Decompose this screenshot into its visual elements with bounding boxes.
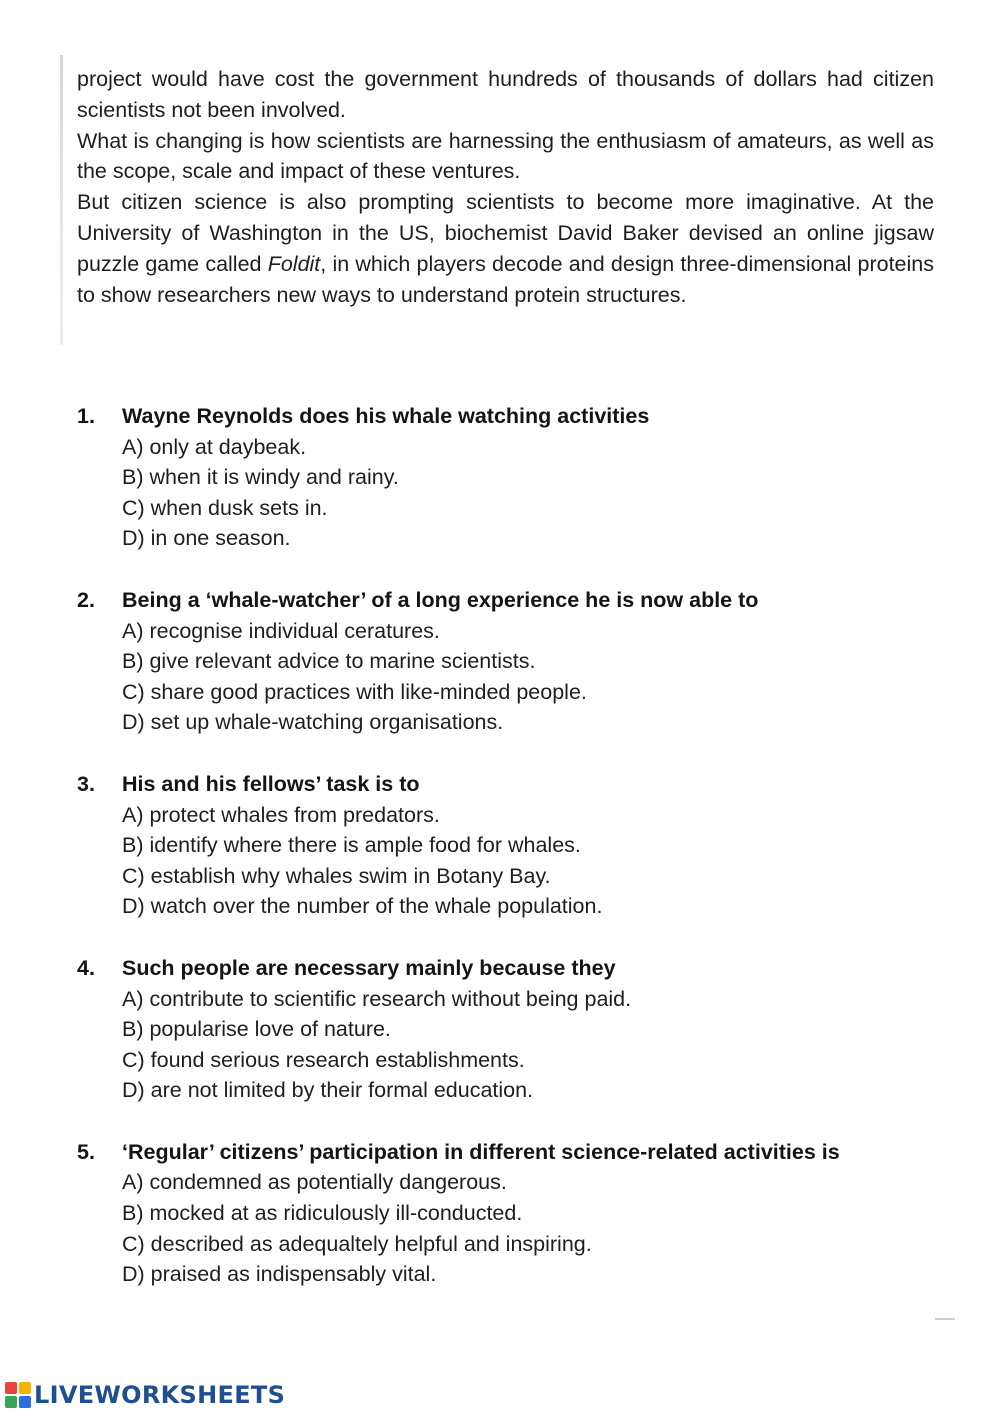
- question-header: [77, 401, 957, 432]
- page-edge-shadow: [60, 55, 63, 345]
- question-number: 2.: [77, 587, 95, 612]
- answer-options: [77, 432, 957, 554]
- question-stem: His and his fellows’ task is to: [122, 771, 420, 796]
- question-number: 5.: [77, 1139, 95, 1164]
- answer-options: [77, 1167, 957, 1289]
- reading-passage: [77, 64, 934, 310]
- answer-option[interactable]: C) establish why whales swim in Botany Bay.: [122, 863, 551, 888]
- scan-mark: [935, 1318, 955, 1320]
- passage-paragraph-2: What is changing is how scientists are harnessing the enthusiasm of amateurs, as well as the scope, scale and impact of these ventures.: [77, 128, 934, 184]
- answer-option[interactable]: B) mocked at as ridiculously ill-conducted.: [122, 1201, 523, 1226]
- question-stem: Wayne Reynolds does his whale watching activities: [122, 404, 650, 428]
- logo-grid-icon: [5, 1382, 31, 1408]
- answer-option[interactable]: C) when dusk sets in.: [122, 495, 328, 520]
- logo-square-icon: [5, 1396, 17, 1408]
- question-header: [77, 769, 957, 800]
- answer-option[interactable]: D) are not limited by their formal education.: [122, 1078, 534, 1103]
- question-number: 3.: [77, 771, 95, 796]
- answer-options: [77, 984, 957, 1106]
- answer-option[interactable]: A) only at daybeak.: [122, 434, 307, 459]
- answer-option[interactable]: A) protect whales from predators.: [122, 802, 440, 827]
- question-1: [77, 401, 957, 554]
- logo-text: LIVEWORKSHEETS: [34, 1381, 286, 1409]
- passage-paragraph-3-end: , in which players decode and design three-dimensional proteins to show researchers new ways to understand protein structures.: [77, 251, 934, 307]
- answer-option[interactable]: A) contribute to scientific research without being paid.: [122, 986, 632, 1011]
- question-number: 1.: [77, 404, 95, 428]
- question-stem: Such people are necessary mainly because they: [122, 955, 616, 980]
- answer-option[interactable]: A) condemned as potentially dangerous.: [122, 1170, 507, 1195]
- question-4: [77, 953, 957, 1106]
- passage-paragraph-1: project would have cost the government hundreds of thousands of dollars had citizen scientists not been involved.: [77, 67, 934, 122]
- passage-paragraph-3: [77, 187, 934, 310]
- answer-option[interactable]: C) described as adequaltely helpful and inspiring.: [122, 1231, 592, 1256]
- passage-paragraph-3-start: But citizen science is also prompting scientists to become more imaginative. At the University of Washington in the US, biochemist David Baker devised an online jigsaw puzzle game called: [77, 190, 934, 276]
- answer-option[interactable]: D) watch over the number of the whale population.: [122, 894, 603, 919]
- question-number: 4.: [77, 955, 95, 980]
- answer-options: [77, 800, 957, 922]
- answer-option[interactable]: C) share good practices with like-minded people.: [122, 679, 587, 704]
- answer-option[interactable]: B) identify where there is ample food for whales.: [122, 833, 581, 858]
- question-3: [77, 769, 957, 922]
- answer-option[interactable]: B) give relevant advice to marine scientists.: [122, 649, 536, 674]
- answer-option[interactable]: D) praised as indispensably vital.: [122, 1262, 437, 1287]
- answer-option[interactable]: D) set up whale-watching organisations.: [122, 710, 504, 735]
- answer-options: [77, 616, 957, 738]
- answer-option[interactable]: C) found serious research establishments.: [122, 1047, 525, 1072]
- answer-option[interactable]: B) popularise love of nature.: [122, 1017, 391, 1042]
- answer-option[interactable]: D) in one season.: [122, 526, 291, 551]
- question-header: [77, 1137, 957, 1168]
- liveworksheets-logo: [5, 1381, 285, 1409]
- question-2: [77, 585, 957, 738]
- logo-square-icon: [19, 1396, 31, 1408]
- answer-option[interactable]: B) when it is windy and rainy.: [122, 465, 399, 490]
- logo-square-icon: [5, 1382, 17, 1394]
- question-list: [77, 401, 957, 1321]
- question-stem: ‘Regular’ citizens’ participation in different science-related activities is: [122, 1139, 840, 1164]
- question-5: [77, 1137, 957, 1290]
- game-title: Foldit: [267, 251, 321, 276]
- logo-square-icon: [19, 1382, 31, 1394]
- question-stem: Being a ‘whale-watcher’ of a long experience he is now able to: [122, 587, 759, 612]
- question-header: [77, 953, 957, 984]
- question-header: [77, 585, 957, 616]
- answer-option[interactable]: A) recognise individual ceratures.: [122, 618, 440, 643]
